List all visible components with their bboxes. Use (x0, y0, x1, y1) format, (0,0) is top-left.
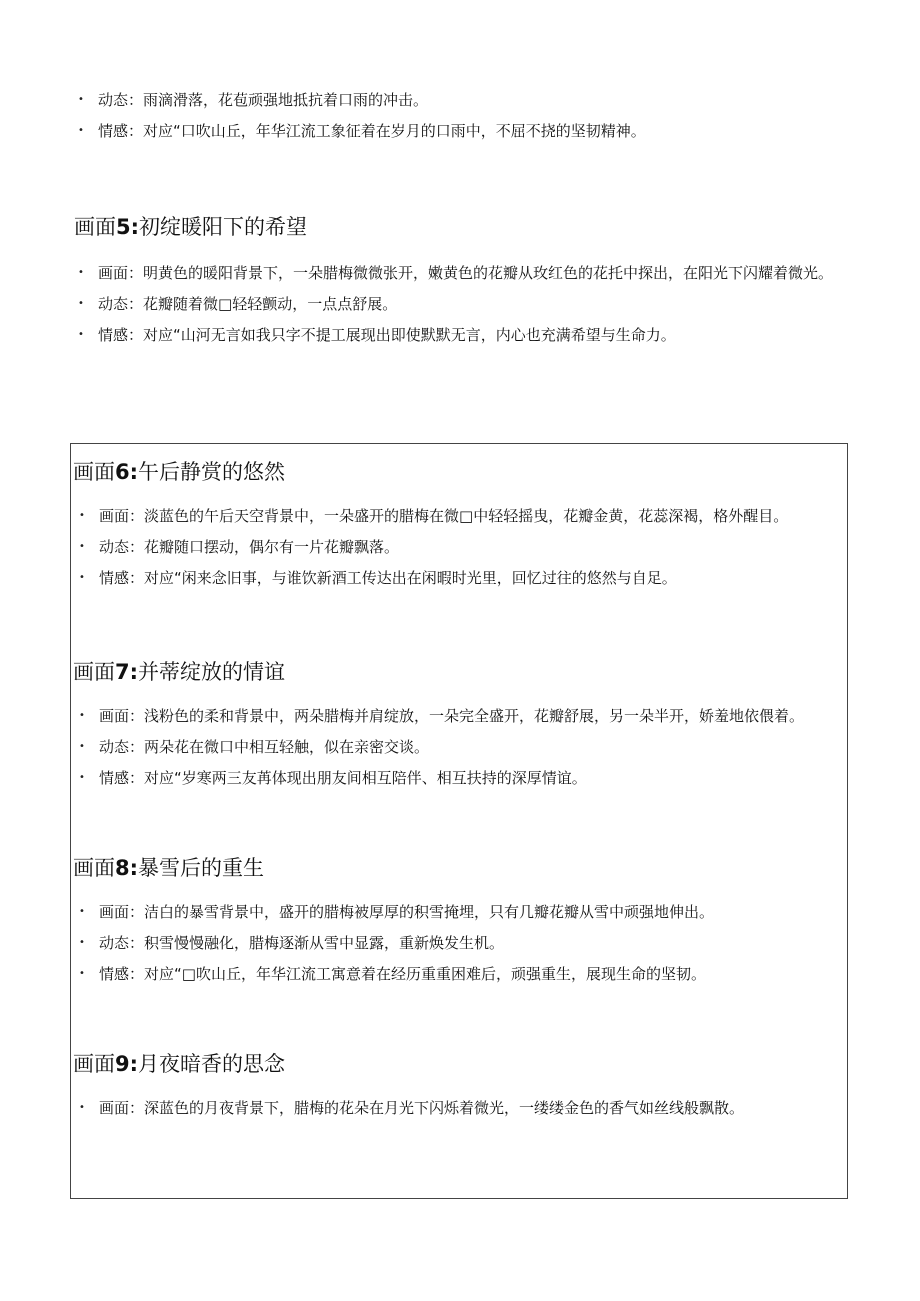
item-label: 动态 (99, 738, 130, 756)
item-text: 对应“岁寒两三友苒体现出朋友间相互陪伴、相互扶持的深厚情谊。 (144, 769, 587, 787)
item-separator: ： (128, 264, 144, 282)
heading-title: 暴雪后的重生 (138, 856, 265, 880)
item-text: 明黄色的暖阳背景下，一朵腊梅微微张开，嫩黄色的花瓣从玫红色的花托中探出，在阳光下闪耀着微光。 (143, 264, 834, 282)
item-separator: ： (129, 1099, 145, 1117)
section-list (79, 502, 845, 592)
list-item (79, 764, 845, 792)
section-scene-7 (71, 646, 847, 792)
item-text: 对应“口吹山丘，年华江流工象征着在岁月的口雨中，不屈不挠的坚韧精神。 (143, 122, 646, 140)
item-text: 雨滴滑落，花苞顽强地抵抗着口雨的冲击。 (143, 91, 429, 109)
item-label: 画面 (99, 707, 130, 725)
heading-number: 9: (115, 1052, 139, 1076)
item-label: 情感 (99, 769, 130, 787)
item-label: 情感 (98, 122, 129, 140)
item-separator: ： (129, 738, 145, 756)
list-item (79, 929, 845, 957)
item-label: 画面 (99, 903, 130, 921)
item-label: 动态 (99, 538, 130, 556)
item-separator: ： (128, 122, 144, 140)
heading-number: 6: (115, 460, 139, 484)
list-item (78, 259, 864, 287)
list-item (78, 321, 864, 349)
heading-number: 7: (115, 660, 139, 684)
list-item (79, 1094, 845, 1122)
item-separator: ： (129, 903, 145, 921)
item-text: 深蓝色的月夜背景下，腊梅的花朵在月光下闪烁着微光，一缕缕金色的香气如丝线般飘散。 (144, 1099, 745, 1117)
boxed-sections (70, 443, 848, 1199)
list-item (79, 702, 845, 730)
continued-list (78, 86, 858, 145)
item-separator: ： (129, 965, 145, 983)
item-separator: ： (128, 91, 144, 109)
item-label: 情感 (98, 326, 129, 344)
item-separator: ： (129, 769, 145, 787)
item-label: 画面 (98, 264, 129, 282)
section-heading (73, 454, 845, 490)
item-text: 对应“山河无言如我只字不提工展现出即使默默无言，内心也充满希望与生命力。 (143, 326, 676, 344)
item-separator: ： (129, 707, 145, 725)
section-list (79, 898, 845, 988)
list-item (79, 733, 845, 761)
item-text: 积雪慢慢融化，腊梅逐渐从雪中显露，重新焕发生机。 (144, 934, 505, 952)
item-separator: ： (128, 295, 144, 313)
list-item (79, 502, 845, 530)
item-text: 洁白的暴雪背景中，盛开的腊梅被厚厚的积雪掩埋，只有几瓣花瓣从雪中顽强地伸出。 (144, 903, 715, 921)
item-label: 画面 (99, 507, 130, 525)
item-text: 花瓣随口摆动，偶尔有一片花瓣飘落。 (144, 538, 400, 556)
section-list (79, 702, 845, 792)
item-text: 花瓣随着微□轻轻颤动，一点点舒展。 (143, 295, 398, 313)
list-item (79, 960, 845, 988)
list-item (79, 533, 845, 561)
heading-title: 午后静赏的悠然 (138, 460, 286, 484)
list-item (78, 86, 858, 114)
heading-title: 并蒂绽放的情谊 (138, 660, 286, 684)
list-item (79, 564, 845, 592)
item-text: 浅粉色的柔和背景中，两朵腊梅并肩绽放，一朵完全盛开，花瓣舒展，另一朵半开，娇羞地依偎着。 (144, 707, 805, 725)
item-label: 动态 (98, 91, 129, 109)
list-item (78, 117, 858, 145)
section-heading (73, 1046, 845, 1082)
item-separator: ： (129, 569, 145, 587)
item-separator: ： (129, 507, 145, 525)
section-scene-9 (71, 1038, 847, 1122)
item-label: 动态 (98, 295, 129, 313)
heading-prefix: 画面 (73, 856, 115, 880)
section-scene-5 (74, 209, 864, 352)
item-text: 对应“□吹山丘，年华江流工寓意着在经历重重困难后，顽强重生，展现生命的坚韧。 (144, 965, 706, 983)
item-text: 两朵花在微口中相互轻触，似在亲密交谈。 (144, 738, 430, 756)
item-label: 动态 (99, 934, 130, 952)
heading-title: 初绽暖阳下的希望 (139, 215, 308, 239)
section-list (79, 1094, 845, 1122)
item-text: 对应“闲来念旧事，与谁饮新酒工传达出在闲暇时光里，回忆过往的悠然与自足。 (144, 569, 677, 587)
heading-title: 月夜暗香的思念 (138, 1052, 286, 1076)
heading-number: 5: (116, 215, 140, 239)
section-scene-6 (71, 446, 847, 592)
item-separator: ： (128, 326, 144, 344)
section-heading (73, 654, 845, 690)
continued-section (78, 86, 858, 148)
item-text: 淡蓝色的午后天空背景中，一朵盛开的腊梅在微□中轻轻摇曳，花瓣金黄，花蕊深褐，格外醒目。 (144, 507, 789, 525)
heading-prefix: 画面 (73, 660, 115, 684)
item-label: 情感 (99, 569, 130, 587)
heading-number: 8: (115, 856, 139, 880)
item-label: 画面 (99, 1099, 130, 1117)
section-scene-8 (71, 842, 847, 988)
section-heading (74, 209, 864, 245)
heading-prefix: 画面 (74, 215, 116, 239)
item-separator: ： (129, 538, 145, 556)
list-item (78, 290, 864, 318)
heading-prefix: 画面 (73, 1052, 115, 1076)
list-item (79, 898, 845, 926)
item-separator: ： (129, 934, 145, 952)
section-heading (73, 850, 845, 886)
heading-prefix: 画面 (73, 460, 115, 484)
section-list (78, 259, 864, 349)
item-label: 情感 (99, 965, 130, 983)
